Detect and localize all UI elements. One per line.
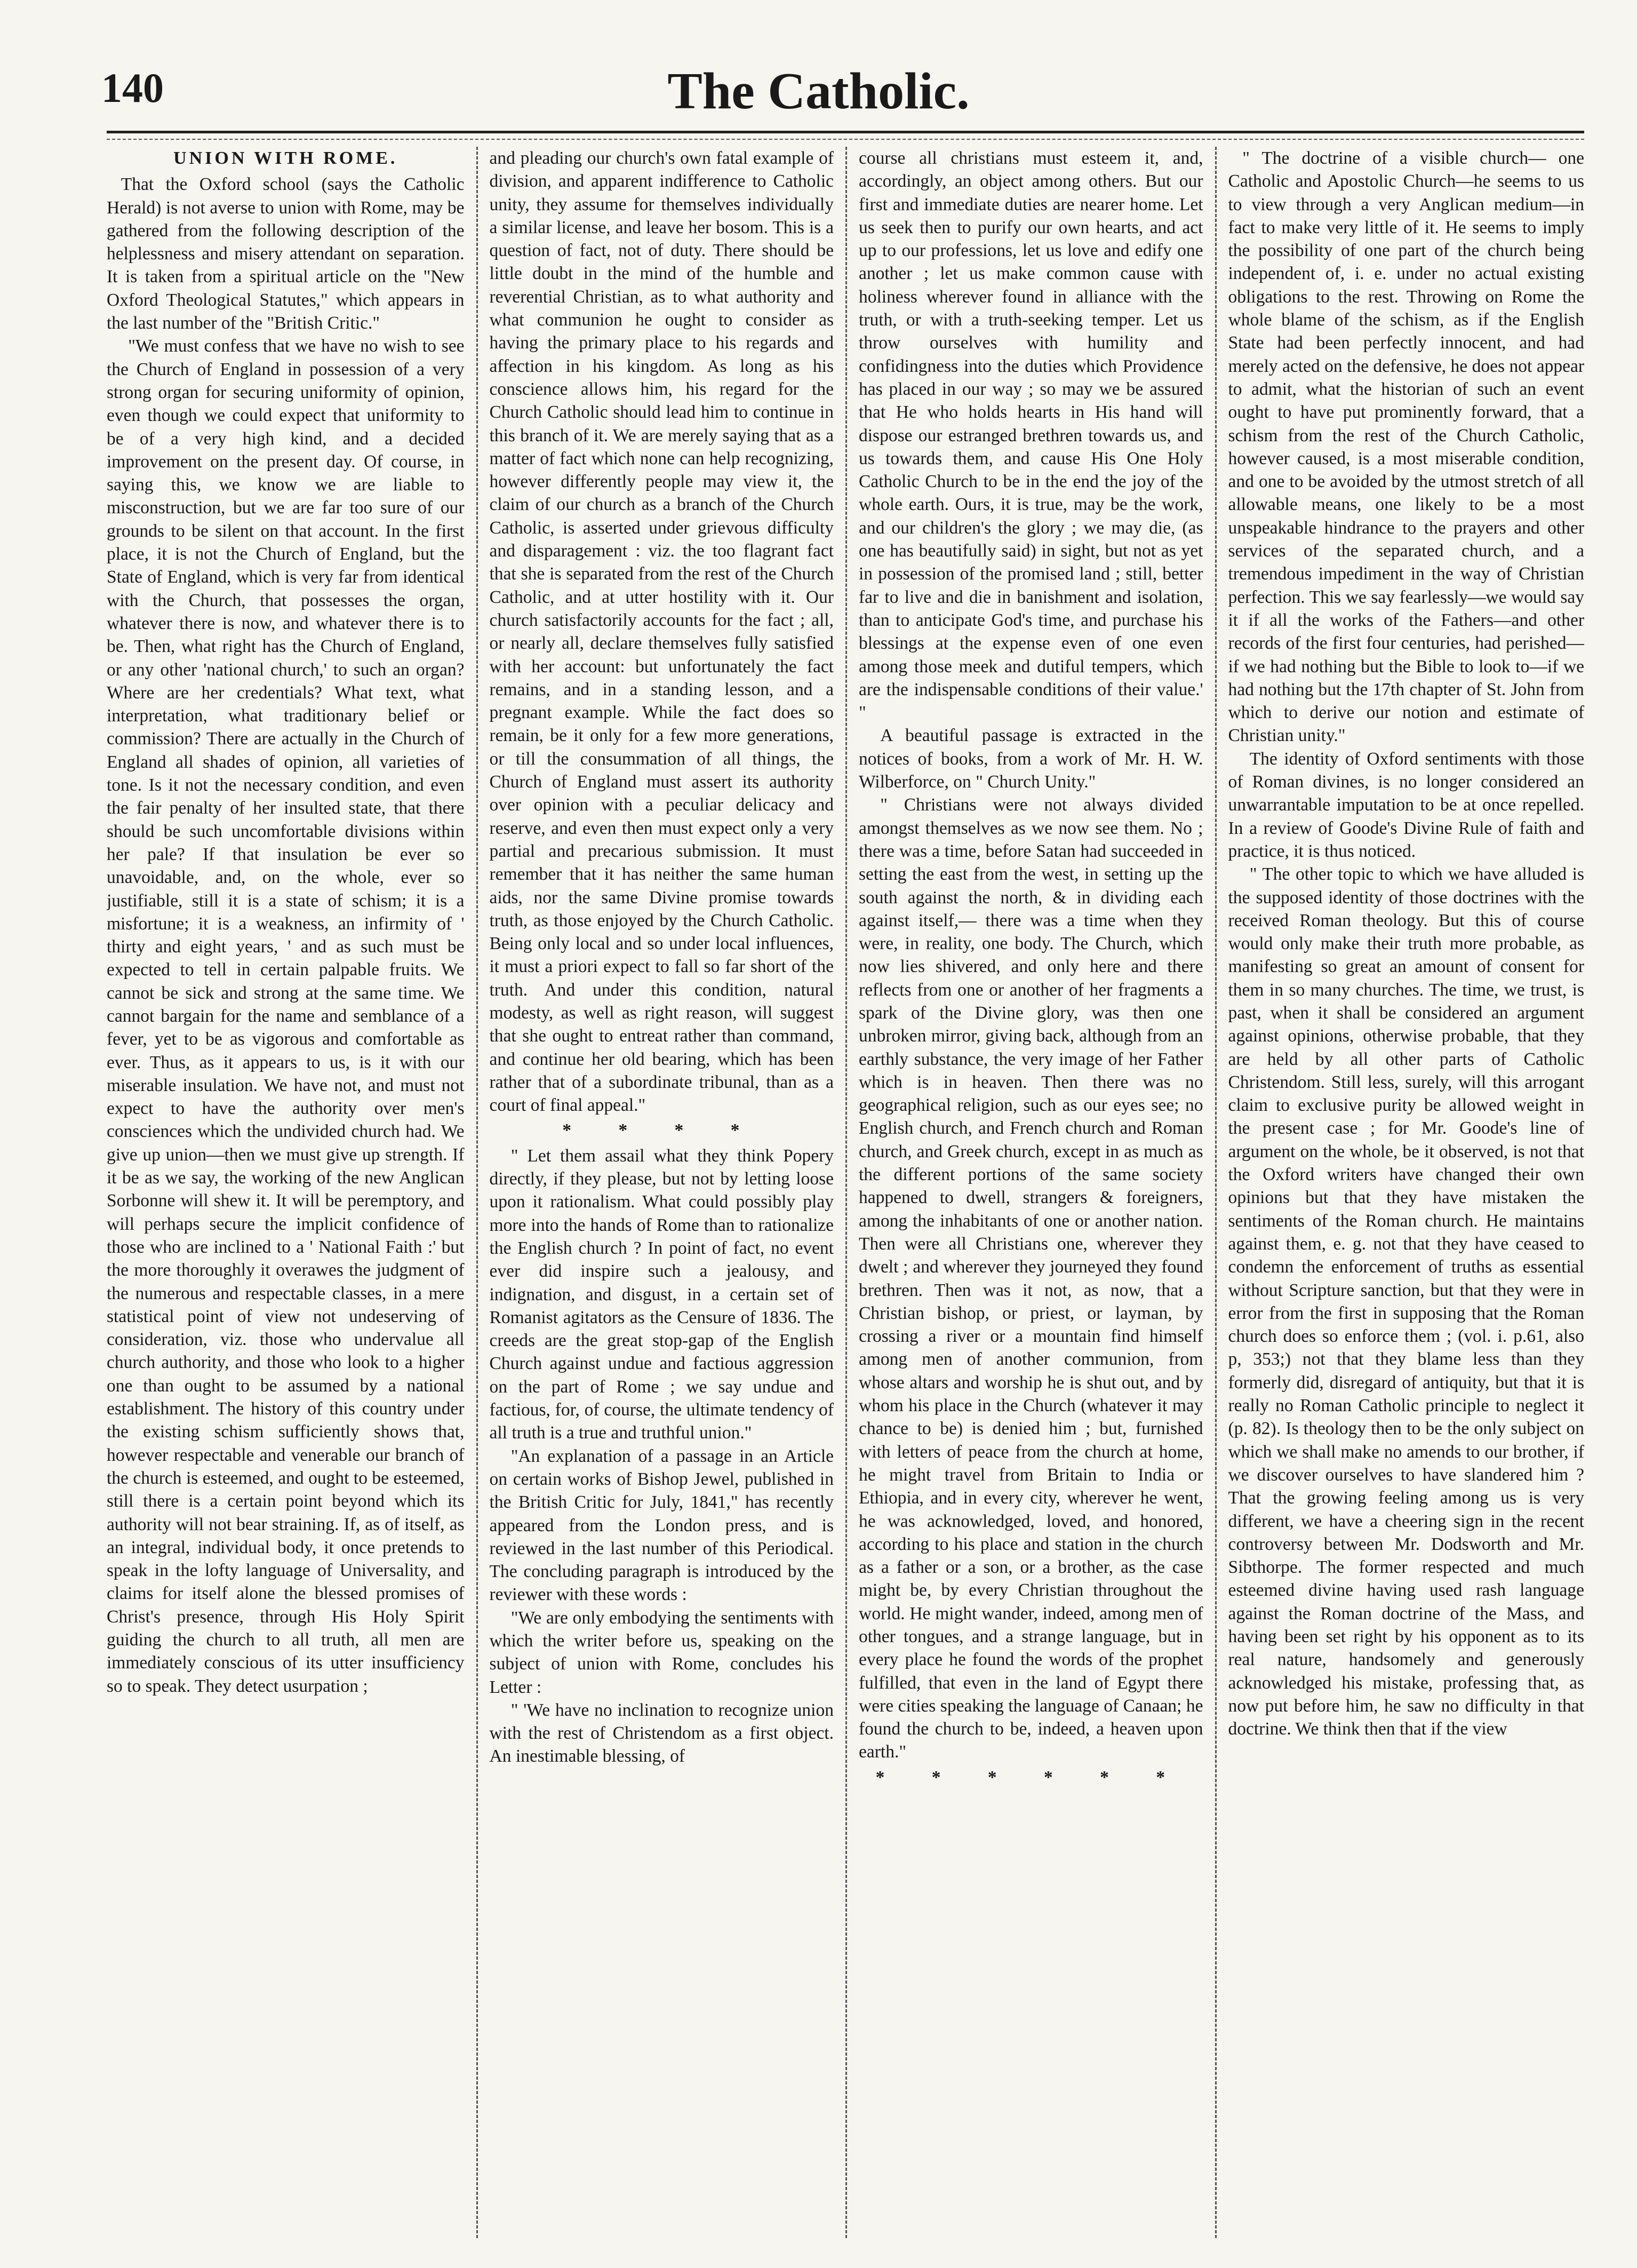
section-break-stars: * * * * * * [875, 1767, 1186, 1787]
paragraph: " 'We have no inclination to recognize union with the rest of Christendom as a first object. An inestimable blessing, of [489, 1700, 834, 1766]
paragraph: " The doctrine of a visible church— one Catholic and Apostolic Church—he seems to us to view through a very Anglican medium—in fact to make very little of it. He seems to imply the possibility of one part of the church being independent of, i. e. under no actual existing obligations to the rest. Throwing on Rome the whole blame of the schism, as if the English State had been perfectly innocent, and had merely acted on the defensive, he does not appear to admit, what the historian of such an event ought to have put prominently forward, that a schism from the rest of the Church Catholic, however caused, is a most miserable condition, and one to be avoided by the utmost stretch of all allowable means, one likely to be a most unspeakable hindrance to the prayers and other services of the separated church, and a tremendous impediment in the way of Christian perfection. This we say fearlessly—we would say it if all the works of the Fathers—and other records of the first four centuries, had perished—if we had nothing but the Bible to look to—if we had nothing but the 17th chapter of St. John from which to derive our notion and estimate of Christian unity." [1228, 148, 1584, 746]
paragraph: A beautiful passage is extracted in the notices of books, from a work of Mr. H. W. Wilberforce, on " Church Unity." [859, 726, 1203, 792]
column-3 [845, 147, 1215, 2238]
paragraph: " The other topic to which we have alluded is the supposed identity of those doctrines with the received Roman theology. But this of course would only make their truth more probable, as manifesting so great an amount of consent for them in so many churches. The time, we trust, is past, when it shall be considered an argument against opinions, otherwise probable, that they are held by all other parts of Catholic Christendom. Still less, surely, will this arrogant claim to exclusive purity be allowed weight in the present case ; for Mr. Goode's line of argument on the whole, be it observed, is not that the Oxford writers have changed their own opinions but that they have mistaken the sentiments of the Roman church. He maintains against them, e. g. not that they have ceased to condemn the enforcement of truths as essential without Scripture sanction, but that they were in error from the first in supposing that the Roman church does so enforce them ; (vol. i. p.61, also p, 353;) not that they blame less than they formerly did, disregard of antiquity, but that it is really no Roman Catholic principle to neglect it (p. 82). Is theology then to be the only subject on which we shall make no amends to our brother, if we discover ourselves to have slandered him ? That the growing feeling among us is very different, we have a cheering sign in the recent controversy between Mr. Dodsworth and Mr. Sibthorpe. The former respected and much esteemed divine having used rash language against the Roman doctrine of the Mass, and having been set right by his opponent as to its real nature, handsomely and generously acknowledged his mistake, professing that, as now put before him, he saw no difficulty in that doctrine. We think then that if the view [1228, 864, 1584, 1739]
section-break-stars: * * * * [562, 1120, 761, 1141]
column-2 [476, 147, 846, 2238]
article-columns [107, 147, 1584, 2238]
masthead-title: The Catholic. [667, 62, 970, 120]
paragraph: and pleading our church's own fatal example of division, and apparent indifference to Catholic unity, they assume for themselves individually a similar license, and leave her bosom. This is a question of fact, not of duty. There should be little doubt in the mind of the humble and reverential Christian, as to what authority and what communion he ought to consider as having the primary place to his regards and affection in his kingdom. As long as his conscience allows him, his regard for the Church Catholic should lead him to continue in this branch of it. We are merely saying that as a matter of fact which none can help recognizing, however differently people may view it, the claim of our church as a branch of the Church Catholic, is asserted under grievous difficulty and disparagement : viz. the too flagrant fact that she is separated from the rest of the Church Catholic, and at utter hostility with it. Our church satisfactorily accounts for the fact ; all, or nearly all, declare themselves fully satisfied with her account: but unfortunately the fact remains, and in a standing lesson, and a pregnant example. While the fact does so remain, be it only for a few more generations, or till the consummation of all things, the Church of England must assert its authority over opinion with a peculiar delicacy and reserve, and even then must expect only a very partial and precarious submission. It must remember that it has neither the same human aids, nor the same Divine promise towards truth, as those enjoyed by the Church Catholic. Being only local and so under local influences, it must a priori expect to fall so far short of the truth. And under this condition, natural modesty, as well as right reason, will suggest that she ought to entreat rather than command, and continue her old bearing, which has been rather that of a subordinate tribunal, than as a court of final appeal." [489, 148, 834, 1116]
paragraph: " Christians were not always divided amongst themselves as we now see them. No ; there was a time, before Satan had succeeded in setting the east from the west, in setting up the south against the north, & in dividing each against itself,— there was a time when they were, in reality, one body. The Church, which now lies shivered, and only here and there reflects from one or another of her fragments a spark of the Divine glory, was then one unbroken mirror, giving back, although from an earthly substance, the very image of her Father which is in heaven. Then there was no geographical religion, such as our eyes see; no English church, and French church and Roman church, and Greek church, except in as much as the different portions of the same society happened to dwell, strangers & foreigners, among the inhabitants of one or another nation. Then were all Christians one, wherever they dwelt ; and wherever they journeyed they found brethren. Then was it not, as now, that a Christian bishop, or priest, or layman, by crossing a river or a mountain find himself among men of another communion, from whose altars and worship he is shut out, and by whom his place in the Church (whatever it may chance to be) is denied him ; but, furnished with letters of peace from the church at home, he might travel from Britain to India or Ethiopia, and in every city, wherever he went, he was acknowledged, loved, and honored, according to his place and station in the church as a father or a son, or a brother, as the case might be, by every Christian throughout the world. He might wander, indeed, among men of other tongues, and a strange language, but in every place he found the words of the prophet fulfilled, that even in the land of Egypt there were cities speaking the language of Canaan; he found the church to be, indeed, a heaven upon earth." [859, 795, 1203, 1762]
paragraph: "An explanation of a passage in an Article on certain works of Bishop Jewel, published in the British Critic for July, 1841," has recently appeared from the London press, and is reviewed in the last number of this Periodical. The concluding paragraph is introduced by the reviewer with these words : [489, 1446, 834, 1605]
column-4 [1215, 147, 1585, 2238]
page-number: 140 [101, 65, 164, 111]
paragraph: The identity of Oxford sentiments with those of Roman divines, is no longer considered an unwarrantable imputation to be at once repelled. In a review of Goode's Divine Rule of faith and practice, it is thus noticed. [1228, 749, 1584, 861]
column-1 [107, 147, 476, 2238]
header-rule [107, 131, 1584, 140]
paragraph: "We are only embodying the sentiments with which the writer before us, speaking on the subject of union with Rome, concludes his Letter : [489, 1608, 834, 1697]
paragraph: course all christians must esteem it, and, accordingly, an object among others. But our first and immediate duties are nearer home. Let us seek then to purify our own hearts, and act up to our professions, let us love and edify one another ; let us make common cause with holiness wherever found in alliance with the truth, or with a truth-seeking temper. Let us throw ourselves with humility and confidingness into the duties which Providence has placed in our way ; so may we be assured that He who holds hearts in His hand will dispose our estranged brethren towards us, and us towards them, and cause His One Holy Catholic Church to be in the end the joy of the whole earth. Ours, it is true, may be the work, and our children's the glory ; we may die, (as one has beautifully said) in sight, but not as yet in possession of the promised land ; still, better far to live and die in banishment and isolation, than to anticipate God's time, and purchase his blessings at the expense even of one even among those meek and dutiful tempers, which are the indispensable conditions of their value.' " [859, 148, 1203, 723]
paragraph: That the Oxford school (says the Catholic Herald) is not averse to union with Rome, may be gathered from the following description of the helplessness and misery attendant on separation. It is taken from a spiritual article on the "New Oxford Theological Statutes," which appears in the last number of the "British Critic." [107, 174, 465, 333]
article-headline: UNION WITH ROME. [173, 148, 398, 168]
paragraph: " Let them assail what they think Popery directly, if they please, but not by letting loose upon it rationalism. What could possibly play more into the hands of Rome than to rationalize the English church ? In point of fact, no event ever did inspire such a jealousy, and indignation, and disgust, in a certain set of Romanist agitators as the Censure of 1836. The creeds are the great stop-gap of the English Church against undue and factious aggression on the part of Rome ; we say undue and factious, for, of course, the ultimate tendency of all truth is a true and truthful union." [489, 1145, 834, 1443]
paragraph: "We must confess that we have no wish to see the Church of England in possession of a very strong organ for securing uniformity of opinion, even though we could expect that uniformity to be of a very high kind, and a decided improvement on the present day. Of course, in saying this, we know we are liable to misconstruction, but we are far too sure of our grounds to be silent on that account. In the first place, it is not the Church of England, but the State of England, which is very far from identical with the Church, that possesses the organ, whatever there is now, and whatever there is to be. Then, what right has the Church of England, or any other 'national church,' to such an organ? Where are her credentials? What text, what interpretation, what traditionary belief or commission? There are actually in the Church of England all shades of opinion, all varieties of tone. Is it not the necessary condition, and even the fair penalty of her insulted state, that there should be such uncomfortable divisions within her pale? If that insulation be ever so unavoidable, and, on the whole, ever so justifiable, still it is a state of schism; it is a misfortune; it is a weakness, an infirmity of ' thirty and eight years, ' and as such must be expected to tell in certain palpable fruits. We cannot be sick and strong at the same time. We cannot bargain for the name and semblance of a fever, yet to be as vigorous and comfortable as ever. Thus, as it appears to us, is it with our miserable insulation. We have not, and must not expect to have the authority over men's consciences which the undivided church had. We give up union—then we must give up strength. If it be as we say, the working of the new Anglican Sorbonne will shew it. It will be peremptory, and will perhaps secure the implicit confidence of those who are inclined to a ' National Faith :' but the more thoroughly it overawes the judgment of the numerous and respectable classes, in a mere statistical point of view not undeserving of consideration, viz. those who undervalue all church authority, and those who look to a higher one than ought to be assumed by a national establishment. The history of this country under the existing schism sufficiently shows that, however respectable and venerable our branch of the church is esteemed, and ought to be esteemed, still there is a certain point beyond which its authority will not bear straining. If, as of itself, as an integral, individual body, it once pretends to speak in the lofty language of Universality, and claims for itself alone the blessed promises of Christ's presence, through His Holy Spirit guiding the church to all truth, all men are immediately conscious of its utter insufficiency so to speak. They detect usurpation ; [107, 336, 465, 1696]
